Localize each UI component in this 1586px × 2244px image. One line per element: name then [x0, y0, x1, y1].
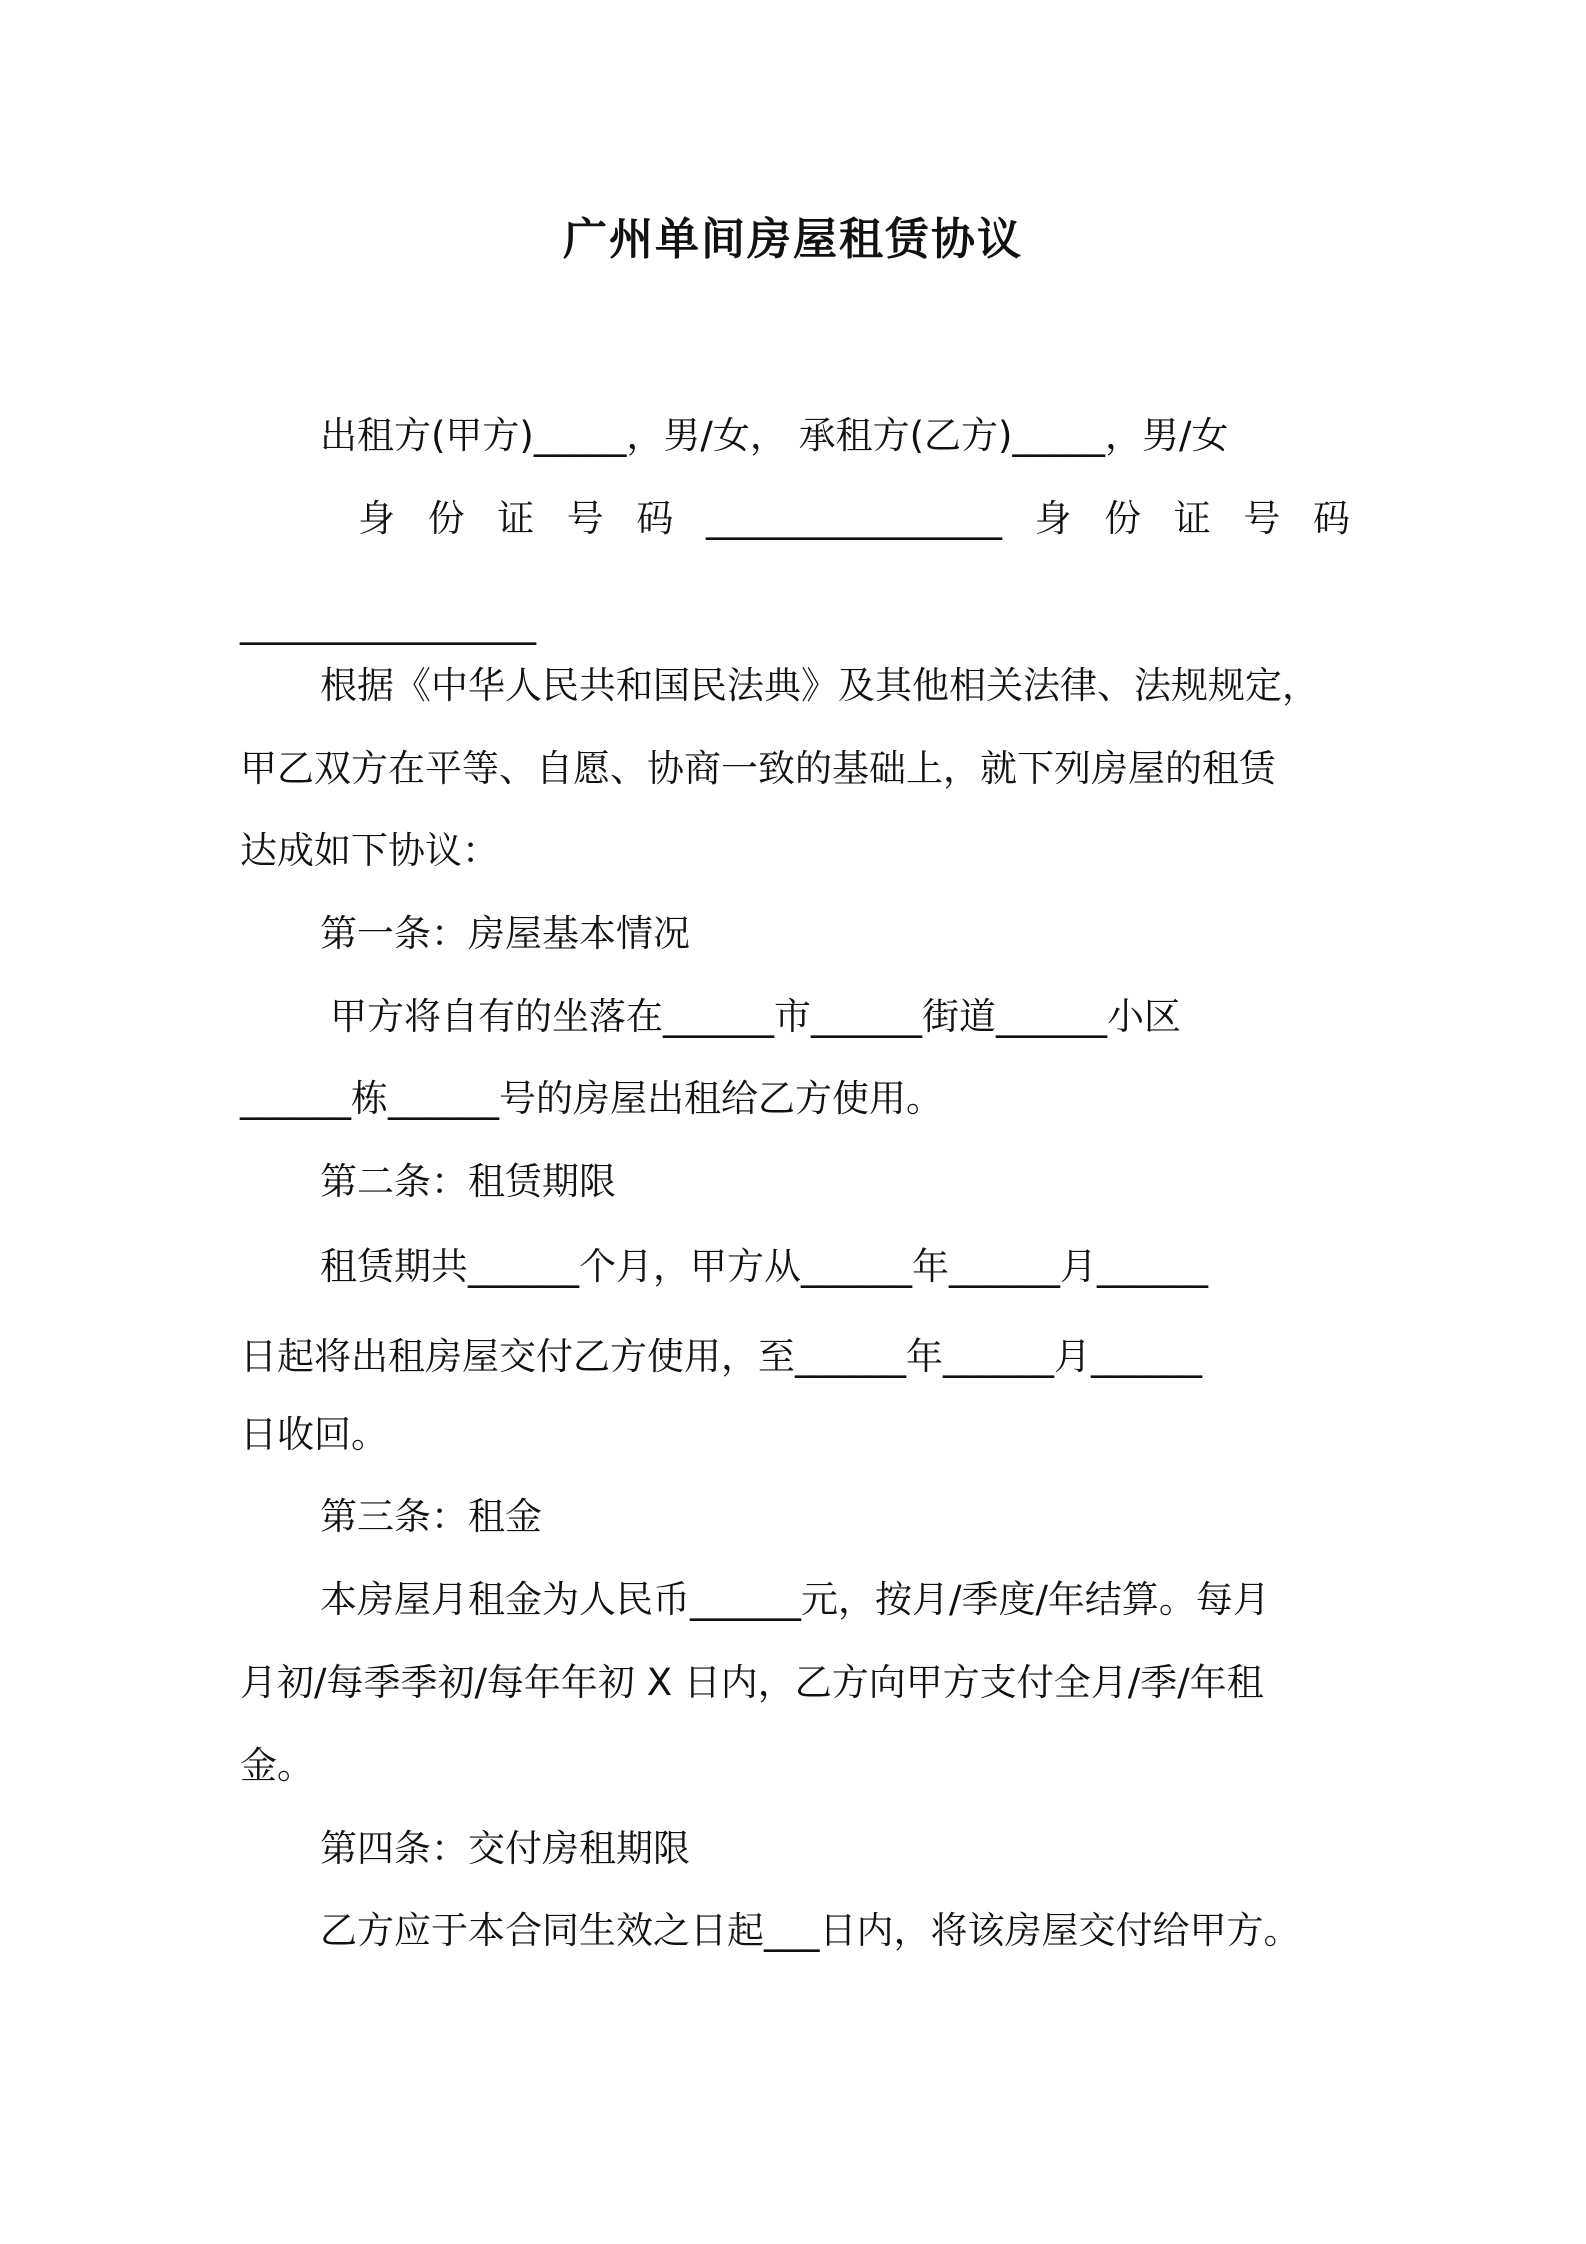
- id-char: 证: [497, 497, 535, 540]
- article-1-heading: 第一条：房屋基本情况: [320, 912, 690, 955]
- id-char: 身: [1034, 497, 1072, 540]
- article-1-line: ______栋______号的房屋出租给乙方使用。: [240, 1077, 943, 1120]
- id-char: 份: [427, 497, 465, 540]
- document-title: 广州单间房屋租赁协议: [563, 214, 1023, 265]
- article-4-line: 乙方应于本合同生效之日起___日内，将该房屋交付给甲方。: [320, 1909, 1301, 1952]
- id-char: 份: [1104, 497, 1142, 540]
- parties-line: 出租方(甲方)_____，男/女， 承租方(乙方)_____，男/女: [320, 414, 1229, 457]
- id-blank: ________________: [705, 497, 1002, 540]
- id-char: 身: [358, 497, 395, 540]
- article-3-line: 月初/每季季初/每年年初 X 日内，乙方向甲方支付全月/季/年租: [240, 1661, 1264, 1704]
- article-2-line: 租赁期共______个月，甲方从______年______月______: [320, 1245, 1208, 1288]
- id-char: 码: [1312, 497, 1350, 540]
- id-char: 码: [636, 497, 674, 540]
- article-3-line: 金。: [240, 1744, 314, 1787]
- article-2-line: 日起将出租房屋交付乙方使用，至______年______月______: [240, 1335, 1202, 1378]
- article-3-heading: 第三条：租金: [320, 1495, 542, 1538]
- id-number-continuation: ________________: [240, 602, 536, 645]
- article-3-line: 本房屋月租金为人民币______元，按月/季度/年结算。每月: [320, 1578, 1270, 1621]
- intro-line: 根据《中华人民共和国民法典》及其他相关法律、法规规定，: [320, 664, 1319, 707]
- article-2-heading: 第二条：租赁期限: [320, 1160, 616, 1203]
- id-char: 证: [1173, 497, 1211, 540]
- intro-line: 达成如下协议：: [240, 829, 499, 872]
- article-2-line: 日收回。: [240, 1413, 388, 1456]
- intro-line: 甲乙双方在平等、自愿、协商一致的基础上，就下列房屋的租赁: [240, 747, 1276, 790]
- id-char: 号: [1243, 497, 1281, 540]
- id-number-line: [358, 495, 1350, 543]
- article-4-heading: 第四条：交付房租期限: [320, 1827, 690, 1870]
- id-char: 号: [566, 497, 604, 540]
- article-1-line: 甲方将自有的坐落在______市______街道______小区: [330, 995, 1181, 1038]
